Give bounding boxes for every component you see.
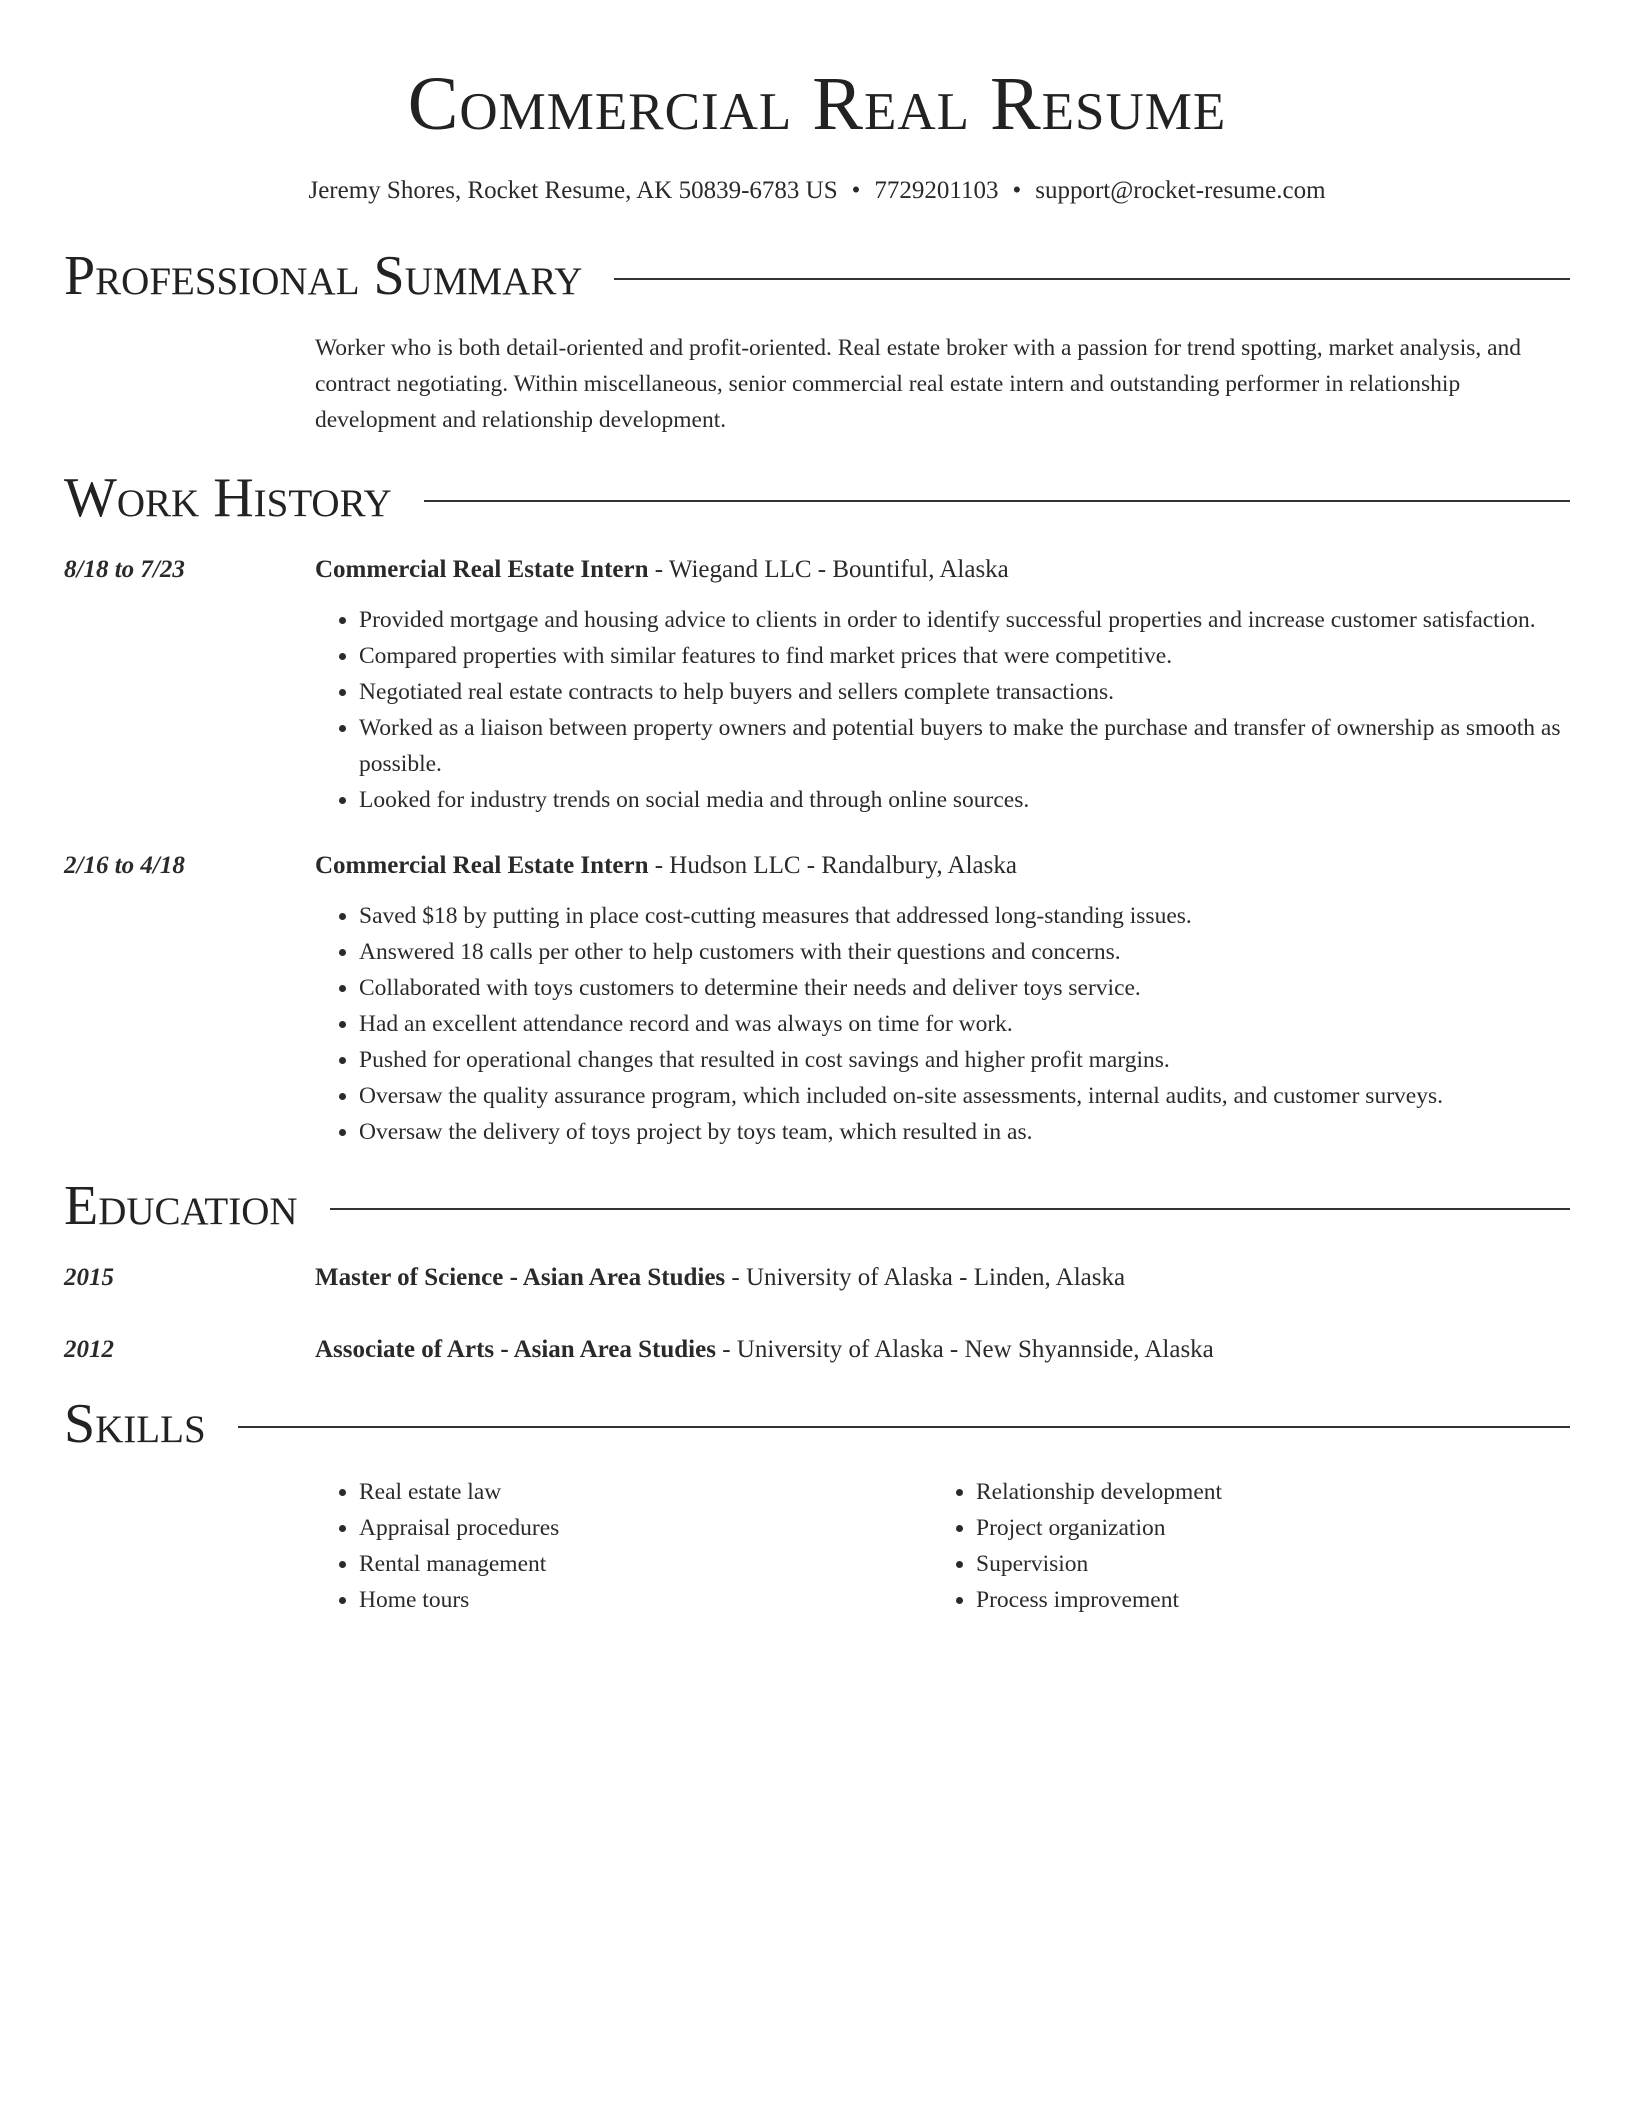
list-item: • Answered 18 calls per other to help customers with their questions and concerns. [359,934,1570,970]
contact-address: Jeremy Shores, Rocket Resume, AK 50839-6783 US [308,177,838,204]
skills-heading: Skills [64,1393,206,1455]
list-item: • Home tours [359,1582,932,1618]
section-divider [238,1426,1570,1428]
job-title: Commercial Real Estate Intern [315,852,649,879]
skills-column-right [932,1474,1549,1618]
job-dates: 2/16 to 4/18 [64,852,185,879]
list-item: • Looked for industry trends on social media and through online sources. [359,782,1570,818]
job-employer: - Hudson LLC - Randalbury, Alaska [648,852,1017,879]
education-year: 2012 [64,1336,114,1363]
job-employer: - Wiegand LLC - Bountiful, Alaska [648,556,1009,583]
job-bullets [315,898,1570,1150]
education-body [315,1332,1570,1368]
list-item: • Project organization [976,1510,1549,1546]
summary-text: Worker who is both detail-oriented and profit-oriented. Real estate broker with a passion for trend spotting, market analysis, and contract negotiating. Within miscellaneous, senior commercial real estate intern and outstanding performer in relationship development and relationship development. [315,335,1522,433]
list-item: • Compared properties with similar features to find market prices that were competitive. [359,638,1570,674]
education-degree: Associate of Arts - Asian Area Studies [315,1336,716,1363]
list-item: • Supervision [976,1546,1549,1582]
job-bullets [315,602,1570,818]
skills-list [315,1474,1570,1618]
resume-title: Commercial Real Resume [407,62,1227,146]
section-divider [330,1208,1570,1210]
job-title: Commercial Real Estate Intern [315,556,649,583]
skills-column-left [315,1474,932,1618]
contact-phone: 7729201103 [874,177,999,204]
education-entry [64,1260,1570,1296]
job-dates: 8/18 to 7/23 [64,556,185,583]
education-year: 2015 [64,1264,114,1291]
section-divider [424,500,1570,502]
list-item: • Pushed for operational changes that resulted in cost savings and higher profit margins. [359,1042,1570,1078]
summary-heading: Professional Summary [64,245,583,307]
education-header [315,1260,1570,1296]
contact-email: support@rocket-resume.com [1035,177,1326,204]
job-body [315,552,1570,818]
education-entry [64,1332,1570,1368]
work-heading: Work History [64,467,392,529]
job-body [315,848,1570,1150]
list-item: • Negotiated real estate contracts to help buyers and sellers complete transactions. [359,674,1570,710]
resume-page [64,0,1570,1618]
list-item: • Oversaw the delivery of toys project by toys team, which resulted in as. [359,1114,1570,1150]
list-item: • Relationship development [976,1474,1549,1510]
education-degree: Master of Science - Asian Area Studies [315,1264,726,1291]
list-item: • Provided mortgage and housing advice to clients in order to identify successful properties and increase customer satisfaction. [359,602,1570,638]
contact-separator: • [1012,177,1022,204]
list-item: • Collaborated with toys customers to determine their needs and deliver toys service. [359,970,1570,1006]
job-header [315,848,1570,884]
contact-separator: • [851,177,861,204]
list-item: • Process improvement [976,1582,1549,1618]
skills-section-header [64,1392,1570,1456]
list-item: • Oversaw the quality assurance program, which included on-site assessments, internal audits, and customer surveys. [359,1078,1570,1114]
list-item: • Saved $18 by putting in place cost-cutting measures that addressed long-standing issues. [359,898,1570,934]
education-body [315,1260,1570,1296]
list-item: • Had an excellent attendance record and was always on time for work. [359,1006,1570,1042]
list-item: • Real estate law [359,1474,932,1510]
list-item: • Worked as a liaison between property owners and potential buyers to make the purchase and transfer of ownership as smooth as possible. [359,710,1570,782]
list-item: • Rental management [359,1546,932,1582]
education-school: - University of Alaska - Linden, Alaska [725,1264,1126,1291]
job-header [315,552,1570,588]
job-entry [64,552,1570,818]
contact-line [64,174,1570,208]
section-divider [614,278,1570,280]
education-school: - University of Alaska - New Shyannside, Alaska [715,1336,1214,1363]
education-heading: Education [64,1175,298,1237]
work-section-header [64,466,1570,530]
summary-section-header [64,244,1570,308]
education-section-header [64,1174,1570,1238]
list-item: • Appraisal procedures [359,1510,932,1546]
job-entry [64,848,1570,1150]
education-header [315,1332,1570,1368]
